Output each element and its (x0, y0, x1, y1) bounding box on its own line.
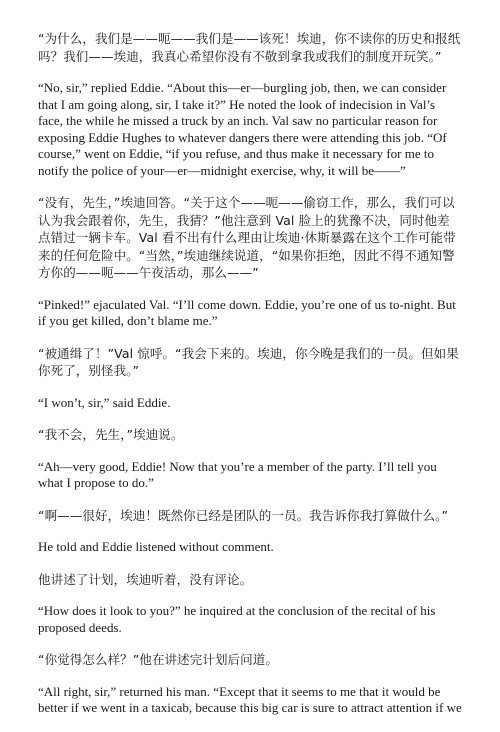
paragraph-zh-3: “被通缉了！”Val 惊呼。“我会下来的。埃迪，你今晚是我们的一员。但如果你死了，别怪我。” (38, 345, 459, 378)
paragraph-en-6: “How does it look to you?” he inquired at the conclusion of the recital of his proposed deeds. (38, 603, 436, 635)
paragraph-zh-7: “你觉得怎么样？”他在讲述完计划后问道。 (38, 652, 278, 667)
paragraph-en-5: He told and Eddie listened without comment. (38, 539, 274, 554)
paragraph-zh-2: “没有，先生，”埃迪回答。“关于这个——呃——偷窃工作，那么，我们可以认为我会跟着你，先生，我猜？”他注意到 Val 脸上的犹豫不决，同时他差点错过一辆卡车。Val 看不出有什么理由让埃迪·休斯暴露在这个工作可能带来的任何危险中。“当然，”埃迪继续说道，“如果你拒绝，因此不得不通知警方你的——呃——午夜活动，那么——” (38, 195, 456, 280)
paragraph-en-1: “No, sir,” replied Eddie. “About this—er—burgling job, then, we can consider that I am going along, sir, I take it?” He noted the look of indecision in Val’s face, the while he missed a truck by an inch. Val saw no particular reason for exposing Eddie Hughes to whatever dangers there were attending this job. “Of course,” went on Eddie, “if you refuse, and thus make it necessary for me to notify the police of your—er—midnight exercise, why, it will be——” (38, 80, 447, 178)
paragraph-en-7: “All right, sir,” returned his man. “Except that it seems to me that it would be better if we went in a taxicab, because this big car is sure to attract attention if we (38, 683, 462, 715)
paragraph-en-2: “Pinked!” ejaculated Val. “I’ll come down. Eddie, you’re one of us to-night. But if you get killed, don’t blame me.” (38, 296, 456, 328)
paragraph-en-4: “Ah—very good, Eddie! Now that you’re a member of the party. I’ll tell you what I propose to do.” (38, 458, 437, 490)
paragraph-zh-5: “啊——很好，埃迪！既然你已经是团队的一员。我告诉你我打算做什么。” (38, 507, 449, 523)
paragraph-en-3: “I won’t, sir,” said Eddie. (38, 394, 171, 410)
paragraph-zh-6: 他讲述了计划，埃迪听着，没有评论。 (38, 571, 253, 587)
paragraph-zh-4: “我不会，先生，”埃迪说。 (38, 427, 184, 442)
paragraph-zh-1: “为什么，我们是——呃——我们是——该死！埃迪，你不读你的历史和报纸吗？我们——埃迪，我真心希望你没有不敬到拿我或我们的制度开玩笑。” (38, 31, 461, 64)
document-page (38, 30, 462, 732)
